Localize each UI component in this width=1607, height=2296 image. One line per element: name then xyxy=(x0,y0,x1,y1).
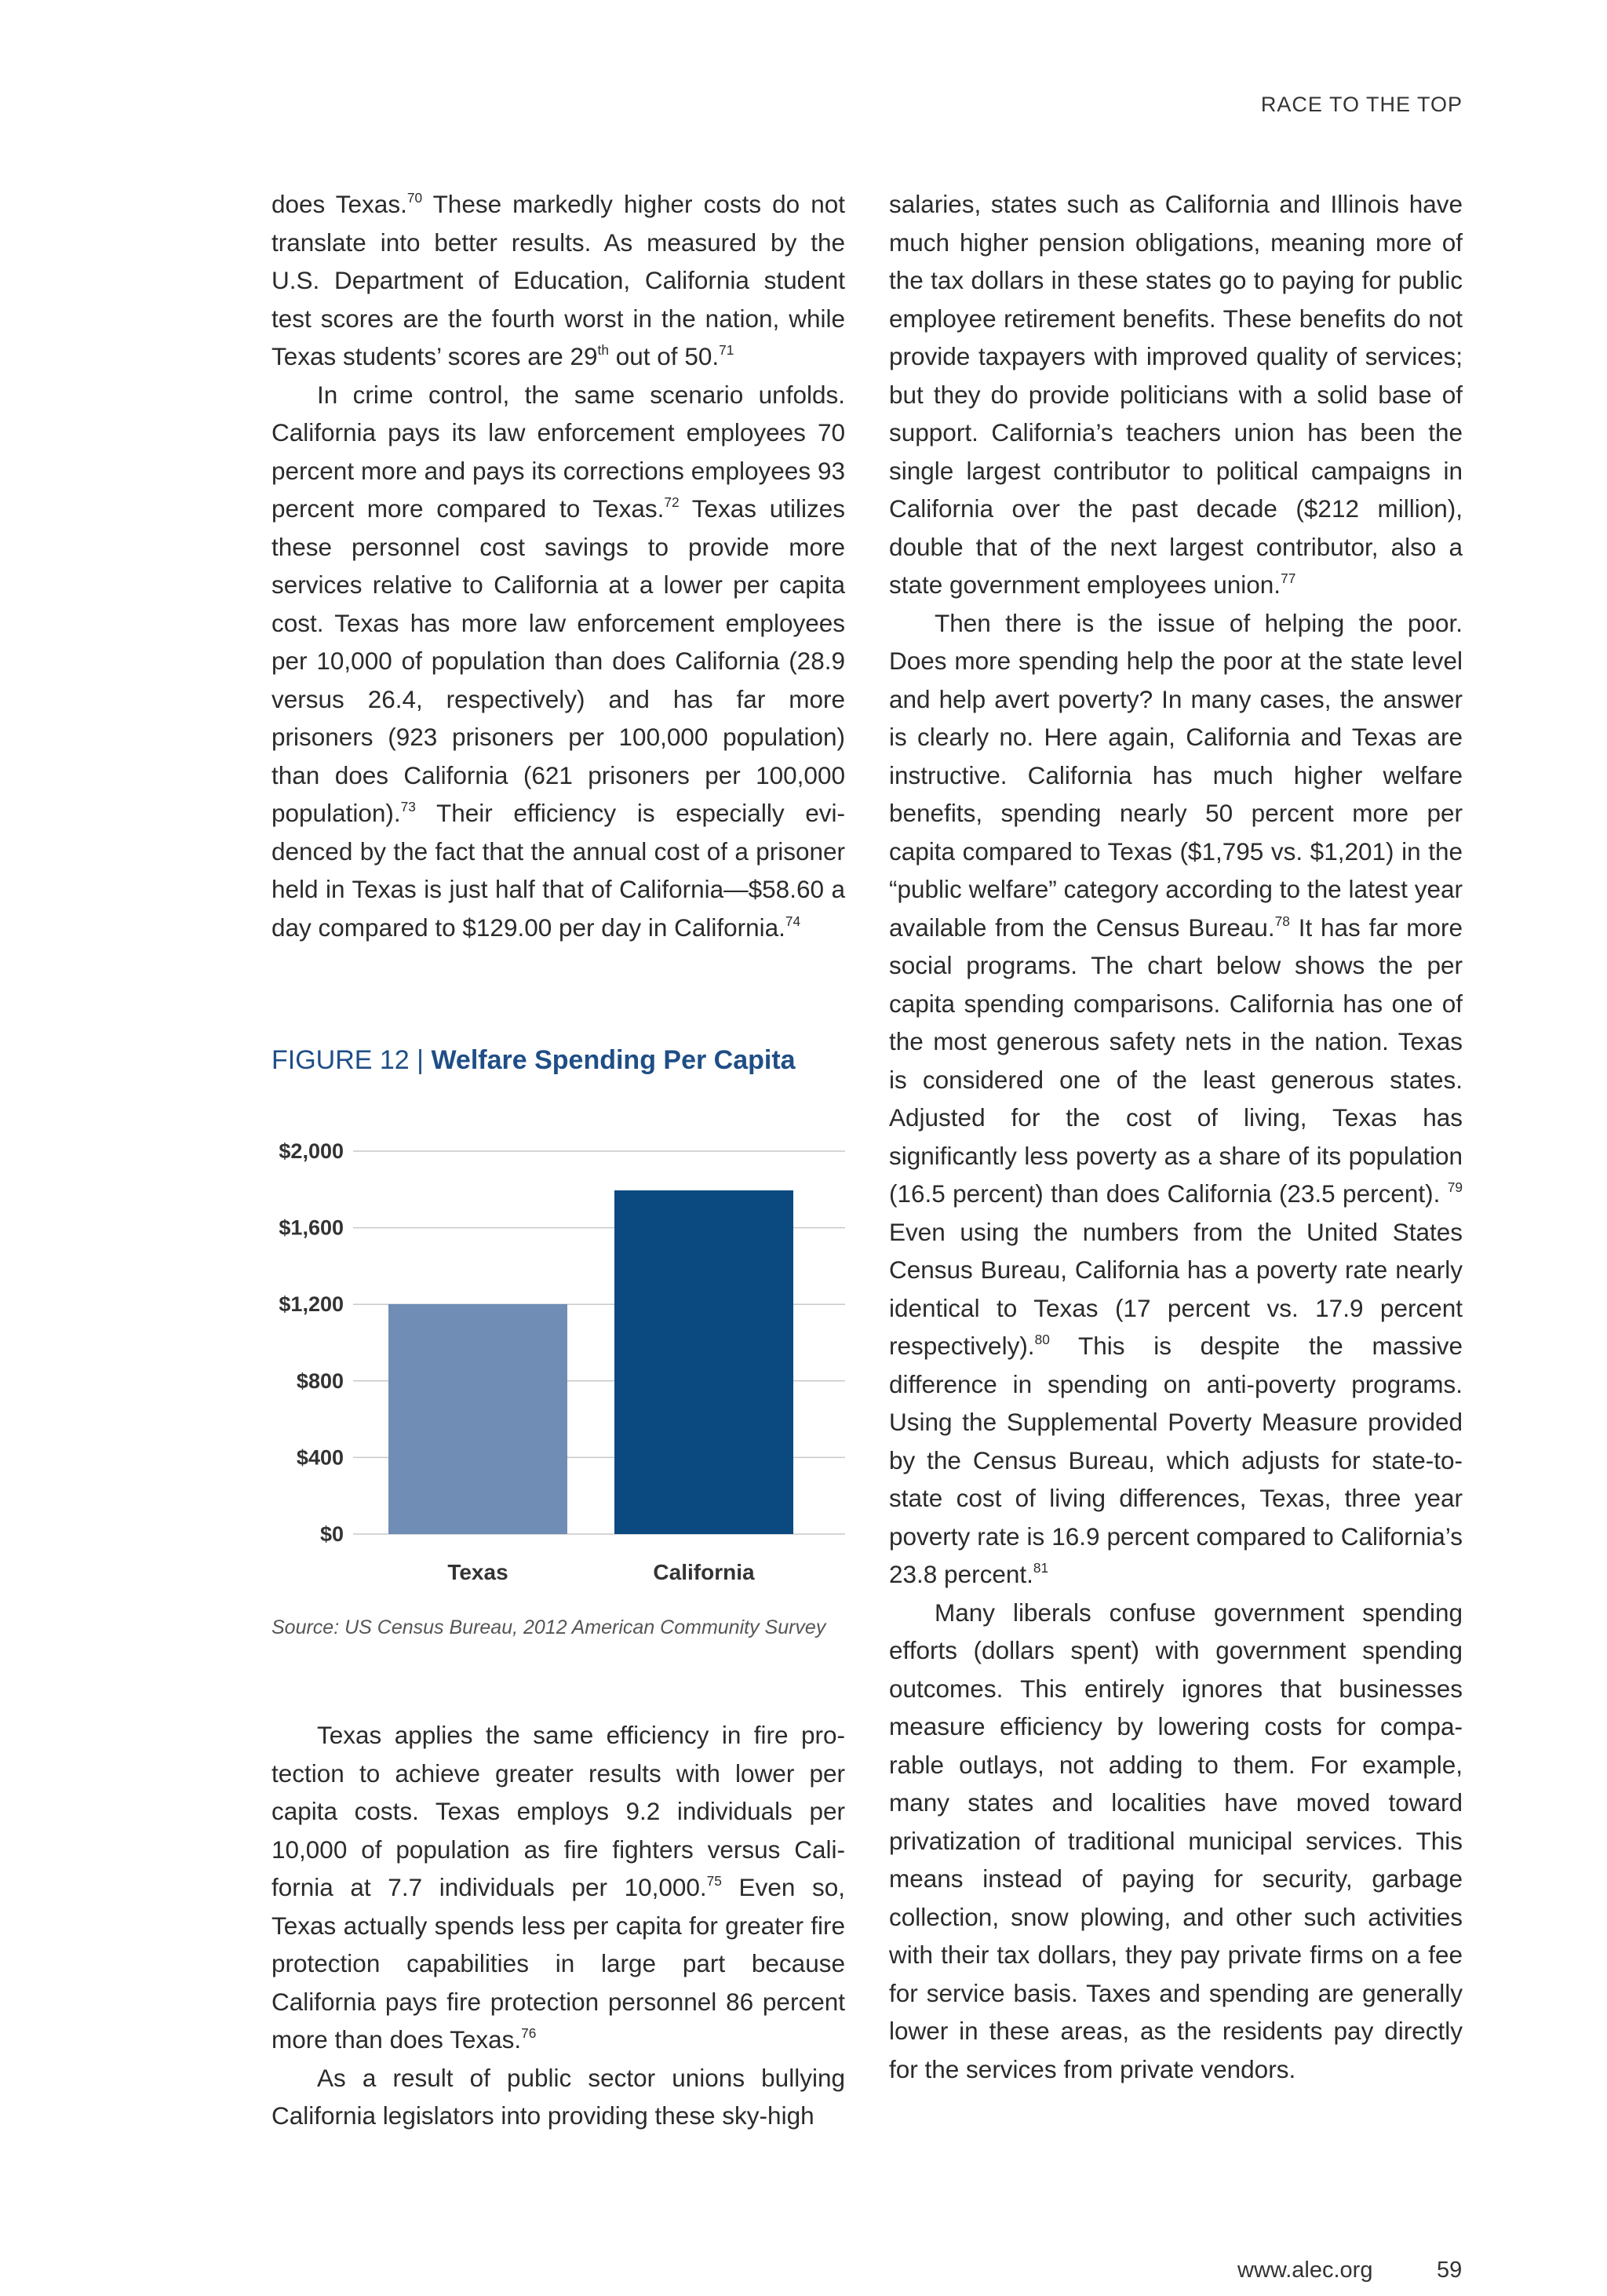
y-tick-label: $2,000 xyxy=(279,1139,344,1163)
footnote-ref[interactable]: 80 xyxy=(1034,1332,1050,1348)
bar-chart xyxy=(271,1138,845,1584)
footnote-ref[interactable]: 79 xyxy=(1447,1179,1463,1196)
y-tick-label: $1,200 xyxy=(279,1292,344,1317)
footnote-ref[interactable]: 75 xyxy=(706,1873,722,1890)
figure-12 xyxy=(271,1045,845,1638)
y-tick-label: $400 xyxy=(296,1445,344,1470)
paragraph: Then there is the issue of helping the poor. Does more spending help the poor at the state level and help avert poverty? In many cases, the answer is clearly no. Here again, California and Texas are instructive. California has much higher welfare benefits, spending nearly 50 percent more per capita compared to Texas ($1,795 vs. $1,201) in the “public welfare” category according to the latest year available from the Census Bureau.$^{78}$ It has far more social programs. The chart below shows the per capita spending comparisons. California has one of the most generous safety nets in the nation. Texas is considered one of the least generous states. Adjusted for the cost of living, Texas has significantly less poverty as a share of its population (16.5 percent) than does California (23.5 percent). $^{79}$ Even using the numbers from the United States Census Bureau, California has a poverty rate nearly identical to Texas (17 percent vs. 17.9 percent respectively).$^{80}$ This is despite the massive difference in spending on anti-poverty programs. Using the Supplemental Poverty Measure provided by the Census Bureau, which adjusts for state-to-state cost of living differences, Texas, three year poverty rate is 16.9 percent compared to California’s 23.8 percent.$^{81}$ xyxy=(889,608,1463,1588)
footnote-ref[interactable]: 81 xyxy=(1033,1560,1049,1576)
figure-title xyxy=(271,1045,845,1076)
page-number: 59 xyxy=(1437,2258,1463,2283)
y-tick-label: $1,600 xyxy=(279,1215,344,1240)
right-column xyxy=(889,185,1463,2088)
footer-website-link[interactable]: www.alec.org xyxy=(1237,2258,1373,2283)
footnote-ref[interactable]: 74 xyxy=(785,913,801,929)
figure-label: FIGURE 12 | xyxy=(271,1045,432,1075)
footnote-ref[interactable]: 72 xyxy=(664,494,680,511)
footnote-ref[interactable]: 73 xyxy=(400,799,416,815)
paragraph: salaries, states such as California and Illinois have much higher pension obligations, meaning more of the tax dollars in these states go to paying for public employee retirement benefits. These benefits do not provide taxpayers with improved quality of services; but they do provide politicians with a solid base of support. California’s teachers union has been the single largest contributor to political campaigns in California over the past decade ($212 million), double that of the next largest contributor, also a state government employees union.$^{77}$ xyxy=(889,190,1463,599)
paragraph: In crime control, the same scenario unfolds. California pays its law enforcement employees 70 percent more and pays its corrections employees 93 percent more compared to Texas.$^{72}$ Texas utilizes these personnel cost savings to provide more services relative to California at a lower per capita cost. Texas has more law enforcement employees per 10,000 of population than does California (28.9 versus 26.4, respectively) and has far more prisoners (923 prisoners per 100,000 population) than does California (621 prisoners per 100,000 population).$^{73}$ Their efficiency is especially evidenced by the fact that the annual cost of a prisoner held in Texas is just half that of California—$58.60 a day compared to $129.00 per day in California.$^{74}$ xyxy=(271,380,846,942)
x-tick-label: Texas xyxy=(447,1560,508,1584)
bar-california xyxy=(614,1190,793,1534)
paragraph: As a result of public sector unions bullying California legislators into providing these sky-high xyxy=(271,2063,845,2130)
left-column-bottom xyxy=(271,1716,845,2135)
footnote-ref[interactable]: 78 xyxy=(1274,913,1290,929)
footnote-ref[interactable]: 71 xyxy=(719,342,734,359)
left-column-top xyxy=(271,185,845,946)
y-tick-label: $0 xyxy=(319,1522,344,1546)
paragraph: does Texas.$^{70}$ These markedly higher costs do not translate into better results. As measured by the U.S. Department of Education, California student test scores are the fourth worst in the nation, while Texas students’ scores are 29th out of 50.71 xyxy=(271,190,846,370)
paragraph: Many liberals confuse government spending efforts (dollars spent) with government spending outcomes. This entirely ignores that businesses measure efficiency by lowering costs for comparable outlays, not adding to them. For example, many states and localities have moved toward privatization of traditional municipal services. This means instead of paying for security, garbage collection, snow plowing, and other such activities with their tax dollars, they pay private firms on a fee for service basis. Taxes and spending are generally lower in these areas, as the residents pay directly for the services from private vendors. xyxy=(889,1598,1463,2083)
y-tick-label: $800 xyxy=(296,1368,344,1393)
figure-source: Source: US Census Bureau, 2012 American Community Survey xyxy=(271,1616,826,1638)
running-header: RACE TO THE TOP xyxy=(1260,93,1463,116)
paragraph: Texas applies the same efficiency in fire protection to achieve greater results with lower per capita costs. Texas employs 9.2 individuals per 10,000 of population as fire fighters versus California at 7.7 individuals per 10,000.75 Even so, Texas actually spends less per capita for greater fire protection capabilities in large part because California pays fire protection personnel 86 percent more than does Texas.$^{76}$ xyxy=(271,1721,845,2054)
superscript: th xyxy=(597,342,609,359)
footnote-ref[interactable]: 77 xyxy=(1281,570,1296,587)
bar-texas xyxy=(388,1304,567,1534)
footnote-ref[interactable]: 70 xyxy=(406,190,423,206)
figure-name: Welfare Spending Per Capita xyxy=(431,1045,796,1075)
x-tick-label: California xyxy=(653,1560,755,1584)
footnote-ref[interactable]: 76 xyxy=(521,2025,537,2042)
